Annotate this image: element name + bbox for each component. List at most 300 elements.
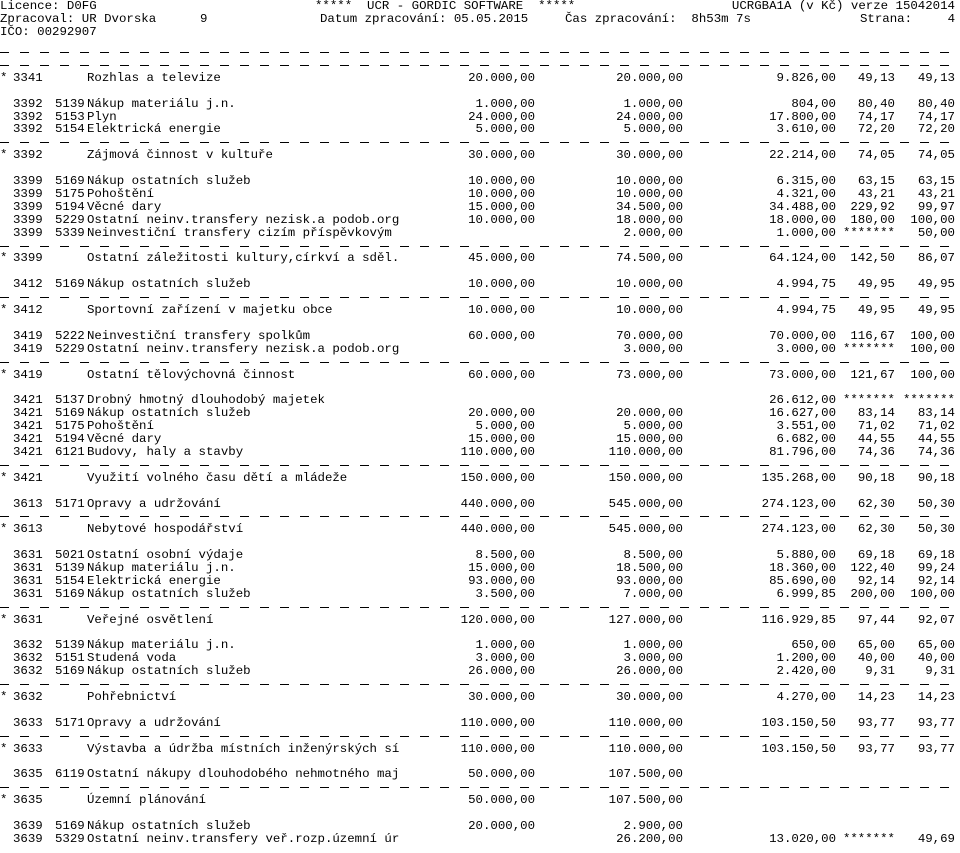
actual-amount: 16.627,00 [769,406,836,421]
actual-amount: 81.796,00 [769,444,836,459]
percent-of-approved: 229,92 [850,199,895,214]
percent-of-adjusted: 100,00 [910,367,955,382]
paragraph-code: 3412 [13,303,43,317]
paragraph-code: 3341 [13,70,43,85]
actual-amount: 6.682,00 [776,432,836,446]
paragraph-code: 3631 [13,612,43,627]
item-name: Drobný hmotný dlouhodobý majetek [87,393,325,408]
percent-of-approved: ******* [842,341,895,356]
item-name: Výstavba a údržba místních inženýrských sí [87,741,400,756]
item-name: Využití volného času dětí a mládeže [87,470,348,485]
percent-of-adjusted: 100,00 [910,586,955,601]
table-row [0,575,960,588]
actual-amount: 64.124,00 [769,251,836,266]
approved-budget: 10.000,00 [468,277,535,292]
approved-budget: 45.000,00 [468,251,535,266]
item-name: Územní plánování [87,793,206,808]
total-marker: * [0,303,8,317]
approved-budget: 20.000,00 [468,70,535,85]
paragraph-code: 3419 [13,367,43,382]
item-name: Sportovní zařízení v majetku obce [87,303,333,317]
percent-of-approved: 180,00 [850,212,895,227]
item-name: Zájmová činnost v kultuře [87,148,273,163]
actual-amount: 73.000,00 [769,367,836,382]
report-header-line-3 [0,26,960,39]
approved-budget: 93.000,00 [468,573,535,588]
item-name: Nákup ostatních služeb [87,174,251,188]
percent-of-adjusted: 43,21 [917,186,955,201]
item-code: 5175 [55,419,85,434]
percent-of-approved: 71,02 [857,419,895,434]
item-name: Neinvestiční transfery cizím příspěvkovým [87,225,392,240]
licence-label: Licence: D0FG [0,0,97,13]
actual-amount: 6.315,00 [776,174,836,188]
actual-amount: 116.929,85 [761,612,836,627]
percent-of-adjusted: 100,00 [910,328,955,343]
processor-number: 9 [200,12,208,26]
item-name: Věcné dary [87,432,162,446]
approved-budget: 1.000,00 [475,96,535,111]
actual-amount: 13.020,00 [769,831,836,846]
table-row [0,665,960,678]
actual-amount: 4.994,75 [776,303,836,317]
adjusted-budget: 3.000,00 [623,651,683,666]
percent-of-approved: 43,21 [857,186,895,201]
item-name: Budovy, haly a stavby [87,444,244,459]
dashed-separator [0,465,960,466]
approved-budget: 15.000,00 [468,561,535,575]
item-code: 5139 [55,96,85,111]
item-name: Rozhlas a televize [87,70,221,85]
percent-of-approved: ******* [842,225,895,240]
actual-amount: 18.360,00 [769,561,836,575]
adjusted-budget: 7.000,00 [623,586,683,601]
percent-of-approved: ******* [842,393,895,408]
section-total-row [0,523,960,536]
table-row [0,768,960,781]
adjusted-budget: 2.000,00 [623,225,683,240]
total-marker: * [0,522,8,537]
approved-budget: 110.000,00 [460,741,535,756]
percent-of-approved: 62,30 [857,522,895,537]
percent-of-adjusted: 74,17 [917,109,955,124]
percent-of-adjusted: 50,00 [917,225,955,240]
paragraph-code: 3419 [13,341,43,356]
approved-budget: 10.000,00 [468,174,535,188]
ico-number: IČO: 00292907 [0,25,97,39]
table-row [0,188,960,201]
percent-of-approved: 92,14 [857,573,895,588]
item-code: 6119 [55,767,85,782]
actual-amount: 9.826,00 [776,70,836,85]
adjusted-budget: 73.000,00 [616,367,683,382]
section-total-row [0,149,960,162]
table-row [0,278,960,291]
total-marker: * [0,793,8,808]
dashed-separator [0,736,960,737]
percent-of-approved: 74,17 [857,109,895,124]
item-name: Opravy a udržování [87,496,221,511]
item-code: 5021 [55,548,85,563]
percent-of-approved: 49,95 [857,277,895,292]
adjusted-budget: 2.900,00 [623,819,683,833]
percent-of-adjusted: 49,95 [917,303,955,317]
item-name: Nákup ostatních služeb [87,277,251,292]
item-name: Nákup ostatních služeb [87,664,251,679]
percent-of-adjusted: 9,31 [925,664,955,679]
actual-amount: 3.610,00 [776,122,836,137]
approved-budget: 440.000,00 [460,496,535,511]
item-name: Nebytové hospodářství [87,522,244,537]
percent-of-adjusted: 50,30 [917,522,955,537]
adjusted-budget: 150.000,00 [608,470,683,485]
item-code: 5229 [55,212,85,227]
item-name: Ostatní neinv.transfery veř.rozp.územní úr [87,831,400,846]
adjusted-budget: 20.000,00 [616,406,683,421]
adjusted-budget: 93.000,00 [616,573,683,588]
adjusted-budget: 110.000,00 [608,444,683,459]
paragraph-code: 3421 [13,432,43,446]
percent-of-approved: ******* [842,831,895,846]
item-code: 5169 [55,664,85,679]
item-name: Nákup materiálu j.n. [87,561,236,575]
actual-amount: 22.214,00 [769,148,836,163]
item-code: 5139 [55,561,85,575]
actual-amount: 2.420,00 [776,664,836,679]
item-name: Plyn [87,109,117,124]
percent-of-approved: 49,95 [857,303,895,317]
item-name: Elektrická energie [87,122,221,137]
paragraph-code: 3399 [13,174,43,188]
table-row [0,588,960,601]
paragraph-code: 3421 [13,470,43,485]
section-total-row [0,369,960,382]
item-name: Věcné dary [87,199,162,214]
item-code: 5137 [55,393,85,408]
item-name: Ostatní nákupy dlouhodobého nehmotného maj [87,767,400,782]
dashed-separator [0,684,960,685]
item-code: 5169 [55,174,85,188]
percent-of-approved: 93,77 [857,741,895,756]
approved-budget: 20.000,00 [468,819,535,833]
item-code: 5169 [55,819,85,833]
percent-of-adjusted: 14,23 [917,690,955,704]
percent-of-approved: 74,05 [857,148,895,163]
paragraph-code: 3392 [13,122,43,137]
total-marker: * [0,251,8,266]
item-code: 5154 [55,122,85,137]
percent-of-approved: 97,44 [857,612,895,627]
item-name: Nákup ostatních služeb [87,819,251,833]
item-code: 5169 [55,586,85,601]
adjusted-budget: 545.000,00 [608,522,683,537]
paragraph-code: 3392 [13,148,43,163]
adjusted-budget: 18.000,00 [616,212,683,227]
adjusted-budget: 26.200,00 [616,831,683,846]
item-code: 5169 [55,406,85,421]
percent-of-adjusted: 49,13 [917,70,955,85]
item-name: Pohřebnictví [87,690,177,704]
item-name: Ostatní osobní výdaje [87,548,244,563]
percent-of-approved: 80,40 [857,96,895,111]
paragraph-code: 3392 [13,109,43,124]
paragraph-code: 3419 [13,328,43,343]
paragraph-code: 3421 [13,444,43,459]
percent-of-approved: 69,18 [857,548,895,563]
paragraph-code: 3392 [13,96,43,111]
item-code: 5139 [55,638,85,653]
item-name: Ostatní tělovýchovná činnost [87,367,296,382]
adjusted-budget: 127.000,00 [608,612,683,627]
section-total-row [0,472,960,485]
item-name: Veřejné osvětlení [87,612,214,627]
approved-budget: 60.000,00 [468,367,535,382]
percent-of-approved: 83,14 [857,406,895,421]
percent-of-adjusted: 63,15 [917,174,955,188]
percent-of-adjusted: 69,18 [917,548,955,563]
adjusted-budget: 10.000,00 [616,303,683,317]
actual-amount: 5.880,00 [776,548,836,563]
page-number: 4 [947,12,955,26]
item-code: 5171 [55,715,85,730]
percent-of-approved: 116,67 [850,328,895,343]
table-row [0,98,960,111]
approved-budget: 15.000,00 [468,432,535,446]
item-name: Pohoštění [87,419,154,434]
table-row [0,214,960,227]
item-name: Neinvestiční transfery spolkům [87,328,311,343]
dashed-separator [0,607,960,608]
paragraph-code: 3613 [13,496,43,511]
paragraph-code: 3412 [13,277,43,292]
section-total-row [0,794,960,807]
percent-of-adjusted: 92,07 [917,612,955,627]
item-name: Nákup ostatních služeb [87,406,251,421]
adjusted-budget: 24.000,00 [616,109,683,124]
dashed-separator [0,787,960,788]
approved-budget: 3.500,00 [475,586,535,601]
actual-amount: 135.268,00 [761,470,836,485]
dashed-separator [0,516,960,517]
actual-amount: 3.000,00 [776,341,836,356]
dashed-separator [0,142,960,143]
actual-amount: 26.612,00 [769,393,836,408]
actual-amount: 6.999,85 [776,586,836,601]
total-marker: * [0,612,8,627]
actual-amount: 85.690,00 [769,573,836,588]
paragraph-code: 3639 [13,831,43,846]
dashed-separator [0,65,960,66]
percent-of-adjusted: 74,05 [917,148,955,163]
paragraph-code: 3613 [13,522,43,537]
paragraph-code: 3421 [13,406,43,421]
paragraph-code: 3421 [13,393,43,408]
approved-budget: 440.000,00 [460,522,535,537]
adjusted-budget: 10.000,00 [616,277,683,292]
paragraph-code: 3633 [13,715,43,730]
percent-of-approved: 142,50 [850,251,895,266]
item-code: 5169 [55,277,85,292]
percent-of-approved: 14,23 [857,690,895,704]
item-name: Elektrická energie [87,573,221,588]
percent-of-approved: 44,55 [857,432,895,446]
percent-of-approved: 65,00 [857,638,895,653]
item-code: 5154 [55,573,85,588]
actual-amount: 274.123,00 [761,522,836,537]
actual-amount: 804,00 [791,96,836,111]
adjusted-budget: 110.000,00 [608,741,683,756]
item-name: Opravy a udržování [87,715,221,730]
percent-of-adjusted: ******* [902,393,955,408]
percent-of-adjusted: 83,14 [917,406,955,421]
total-marker: * [0,470,8,485]
dashed-separator [0,246,960,247]
approved-budget: 15.000,00 [468,199,535,214]
approved-budget: 24.000,00 [468,109,535,124]
approved-budget: 10.000,00 [468,303,535,317]
percent-of-adjusted: 49,69 [917,831,955,846]
adjusted-budget: 26.000,00 [616,664,683,679]
approved-budget: 30.000,00 [468,690,535,704]
approved-budget: 10.000,00 [468,186,535,201]
actual-amount: 17.800,00 [769,109,836,124]
approved-budget: 30.000,00 [468,148,535,163]
section-total-row [0,252,960,265]
approved-budget: 26.000,00 [468,664,535,679]
paragraph-code: 3632 [13,651,43,666]
section-total-row [0,691,960,704]
paragraph-code: 3399 [13,199,43,214]
dashed-separator [0,362,960,363]
approved-budget: 60.000,00 [468,328,535,343]
total-marker: * [0,70,8,85]
item-code: 5339 [55,225,85,240]
percent-of-approved: 63,15 [857,174,895,188]
percent-of-approved: 122,40 [850,561,895,575]
actual-amount: 70.000,00 [769,328,836,343]
approved-budget: 150.000,00 [460,470,535,485]
table-row [0,123,960,136]
percent-of-adjusted: 99,24 [917,561,955,575]
approved-budget: 5.000,00 [475,122,535,137]
adjusted-budget: 15.000,00 [616,432,683,446]
section-total-row [0,614,960,627]
percent-of-adjusted: 92,14 [917,573,955,588]
item-code: 5151 [55,651,85,666]
percent-of-adjusted: 71,02 [917,419,955,434]
report-header-line-2 [0,13,960,26]
adjusted-budget: 107.500,00 [608,767,683,782]
percent-of-adjusted: 99,97 [917,199,955,214]
item-name: Nákup materiálu j.n. [87,96,236,111]
item-name: Ostatní neinv.transfery nezisk.a podob.org [87,212,400,227]
approved-budget: 120.000,00 [460,612,535,627]
item-code: 5153 [55,109,85,124]
adjusted-budget: 8.500,00 [623,548,683,563]
table-row [0,201,960,214]
paragraph-code: 3399 [13,186,43,201]
section-total-row [0,304,960,317]
approved-budget: 20.000,00 [468,406,535,421]
paragraph-code: 3399 [13,225,43,240]
percent-of-adjusted: 100,00 [910,341,955,356]
paragraph-code: 3421 [13,419,43,434]
percent-of-approved: 72,20 [857,122,895,137]
percent-of-approved: 90,18 [857,470,895,485]
total-marker: * [0,690,8,704]
percent-of-adjusted: 65,00 [917,638,955,653]
percent-of-adjusted: 49,95 [917,277,955,292]
actual-amount: 18.000,00 [769,212,836,227]
paragraph-code: 3635 [13,767,43,782]
paragraph-code: 3635 [13,793,43,808]
item-code: 5194 [55,432,85,446]
percent-of-approved: 62,30 [857,496,895,511]
adjusted-budget: 107.500,00 [608,793,683,808]
actual-amount: 103.150,50 [761,741,836,756]
percent-of-adjusted: 72,20 [917,122,955,137]
approved-budget: 110.000,00 [460,444,535,459]
section-total-row [0,743,960,756]
section-total-row [0,72,960,85]
paragraph-code: 3632 [13,638,43,653]
percent-of-adjusted: 86,07 [917,251,955,266]
percent-of-adjusted: 100,00 [910,212,955,227]
table-row [0,717,960,730]
item-code: 5175 [55,186,85,201]
item-name: Ostatní neinv.transfery nezisk.a podob.org [87,341,400,356]
actual-amount: 3.551,00 [776,419,836,434]
processing-time: Čas zpracování: 8h53m 7s [565,12,751,26]
paragraph-code: 3639 [13,819,43,833]
adjusted-budget: 20.000,00 [616,70,683,85]
adjusted-budget: 1.000,00 [623,638,683,653]
adjusted-budget: 545.000,00 [608,496,683,511]
item-code: 5194 [55,199,85,214]
adjusted-budget: 70.000,00 [616,328,683,343]
percent-of-approved: 121,67 [850,367,895,382]
table-row [0,343,960,356]
paragraph-code: 3399 [13,251,43,266]
percent-of-approved: 74,36 [857,444,895,459]
paragraph-code: 3399 [13,212,43,227]
percent-of-adjusted: 90,18 [917,470,955,485]
percent-of-adjusted: 44,55 [917,432,955,446]
adjusted-budget: 5.000,00 [623,419,683,434]
paragraph-code: 3631 [13,561,43,575]
approved-budget: 3.000,00 [475,651,535,666]
table-row [0,227,960,240]
percent-of-adjusted: 93,77 [917,741,955,756]
item-code: 5222 [55,328,85,343]
percent-of-approved: 200,00 [850,586,895,601]
page-label: Strana: [860,12,913,26]
approved-budget: 10.000,00 [468,212,535,227]
adjusted-budget: 30.000,00 [616,148,683,163]
adjusted-budget: 5.000,00 [623,122,683,137]
total-marker: * [0,741,8,756]
adjusted-budget: 3.000,00 [623,341,683,356]
approved-budget: 1.000,00 [475,638,535,653]
dashed-separator [0,297,960,298]
percent-of-adjusted: 93,77 [917,715,955,730]
adjusted-budget: 74.500,00 [616,251,683,266]
approved-budget: 50.000,00 [468,793,535,808]
percent-of-approved: 40,00 [857,651,895,666]
processed-by: Zpracoval: UR Dvorska [0,12,157,26]
processing-date: Datum zpracování: 05.05.2015 [320,12,529,26]
item-code: 6121 [55,444,85,459]
